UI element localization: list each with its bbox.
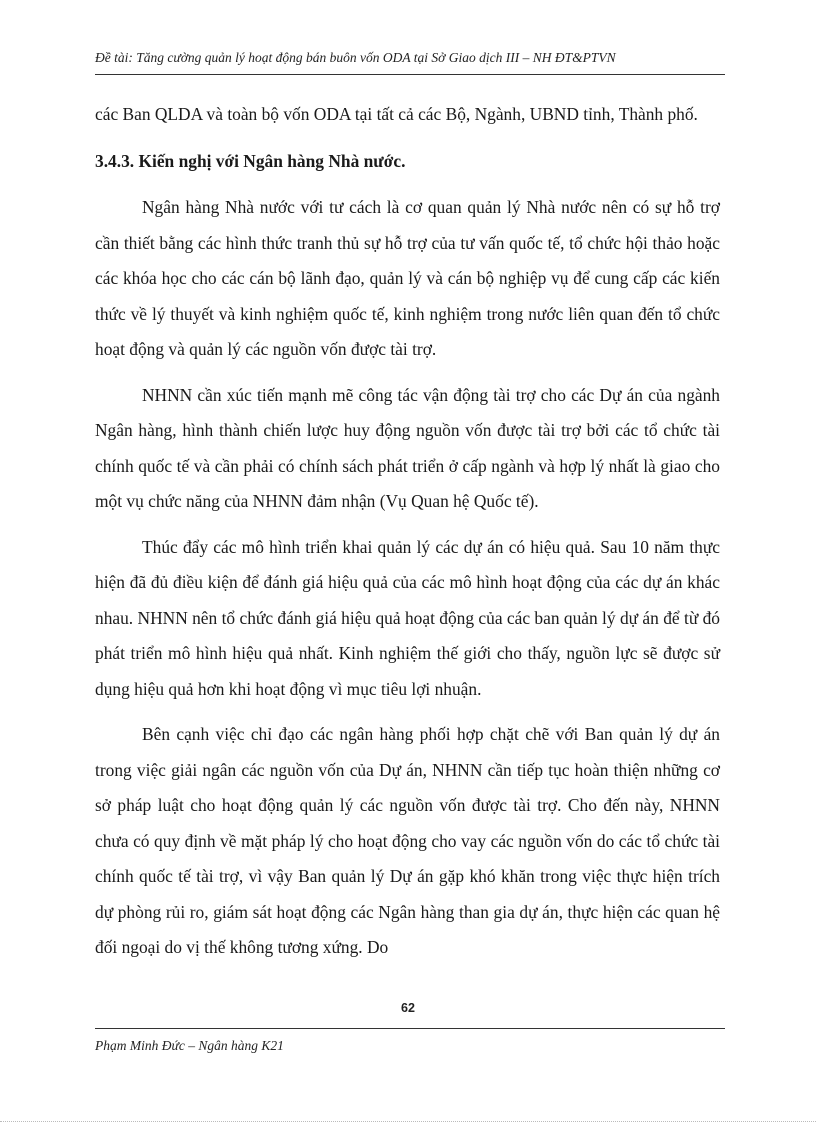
body-paragraph: Ngân hàng Nhà nước với tư cách là cơ quan quản lý Nhà nước nên có sự hỗ trợ cần thiết bằng các hình thức tranh thủ sự hỗ trợ của tư vấn quốc tế, tổ chức hội thảo hoặc các khóa học cho các cán bộ lãnh đạo, quản lý và cán bộ nghiệp vụ để cung cấp các kiến thức về lý thuyết và kinh nghiệm quốc tế, kinh nghiệm trong nước liên quan đến tổ chức hoạt động và quản lý các nguồn vốn được tài trợ.	[95, 197, 720, 359]
page-body	[95, 97, 720, 966]
page-number: 62	[401, 1001, 415, 1015]
section-heading: 3.4.3. Kiến nghị với Ngân hàng Nhà nước.	[95, 150, 406, 171]
running-header: Đề tài: Tăng cường quản lý hoạt động bán buôn vốn ODA tại Sở Giao dịch III – NH ĐT&PTVN	[95, 50, 725, 75]
running-footer: Phạm Minh Đức – Ngân hàng K21	[95, 1038, 284, 1053]
page-edge-divider	[0, 1121, 816, 1122]
body-paragraph: NHNN cần xúc tiến mạnh mẽ công tác vận động tài trợ cho các Dự án của ngành Ngân hàng, hình thành chiến lược huy động nguồn vốn được tài trợ bởi các tổ chức tài chính quốc tế và cần phải có chính sách phát triển ở cấp ngành và hợp lý nhất là giao cho một vụ chức năng của NHNN đảm nhận (Vụ Quan hệ Quốc tế).	[95, 384, 720, 511]
body-paragraph: Thúc đẩy các mô hình triển khai quản lý các dự án có hiệu quả. Sau 10 năm thực hiện đã đủ điều kiện để đánh giá hiệu quả của các mô hình hoạt động của các dự án khác nhau. NHNN nên tổ chức đánh giá hiệu quả hoạt động của các ban quản lý dự án để từ đó phát triển mô hình hiệu quả nhất. Kinh nghiệm thế giới cho thấy, nguồn lực sẽ được sử dụng hiệu quả hơn khi hoạt động vì mục tiêu lợi nhuận.	[95, 536, 720, 699]
body-paragraph: Bên cạnh việc chỉ đạo các ngân hàng phối hợp chặt chẽ với Ban quản lý dự án trong việc giải ngân các nguồn vốn của Dự án, NHNN cần tiếp tục hoàn thiện những cơ sở pháp luật cho hoạt động quản lý các nguồn vốn được tài trợ. Cho đến này, NHNN chưa có quy định về mặt pháp lý cho hoạt động cho vay các nguồn vốn do các tổ chức tài chính quốc tế tài trợ, vì vậy Ban quản lý Dự án gặp khó khăn trong việc thực hiện trích dự phòng rủi ro, giám sát hoạt động các Ngân hàng than gia dự án, thực hiện các quan hệ đối ngoại do vị thế không tương xứng. Do	[95, 724, 720, 957]
footer-divider	[95, 1028, 725, 1029]
continuation-paragraph: các Ban QLDA và toàn bộ vốn ODA tại tất cả các Bộ, Ngành, UBND tỉnh, Thành phố.	[95, 104, 698, 124]
